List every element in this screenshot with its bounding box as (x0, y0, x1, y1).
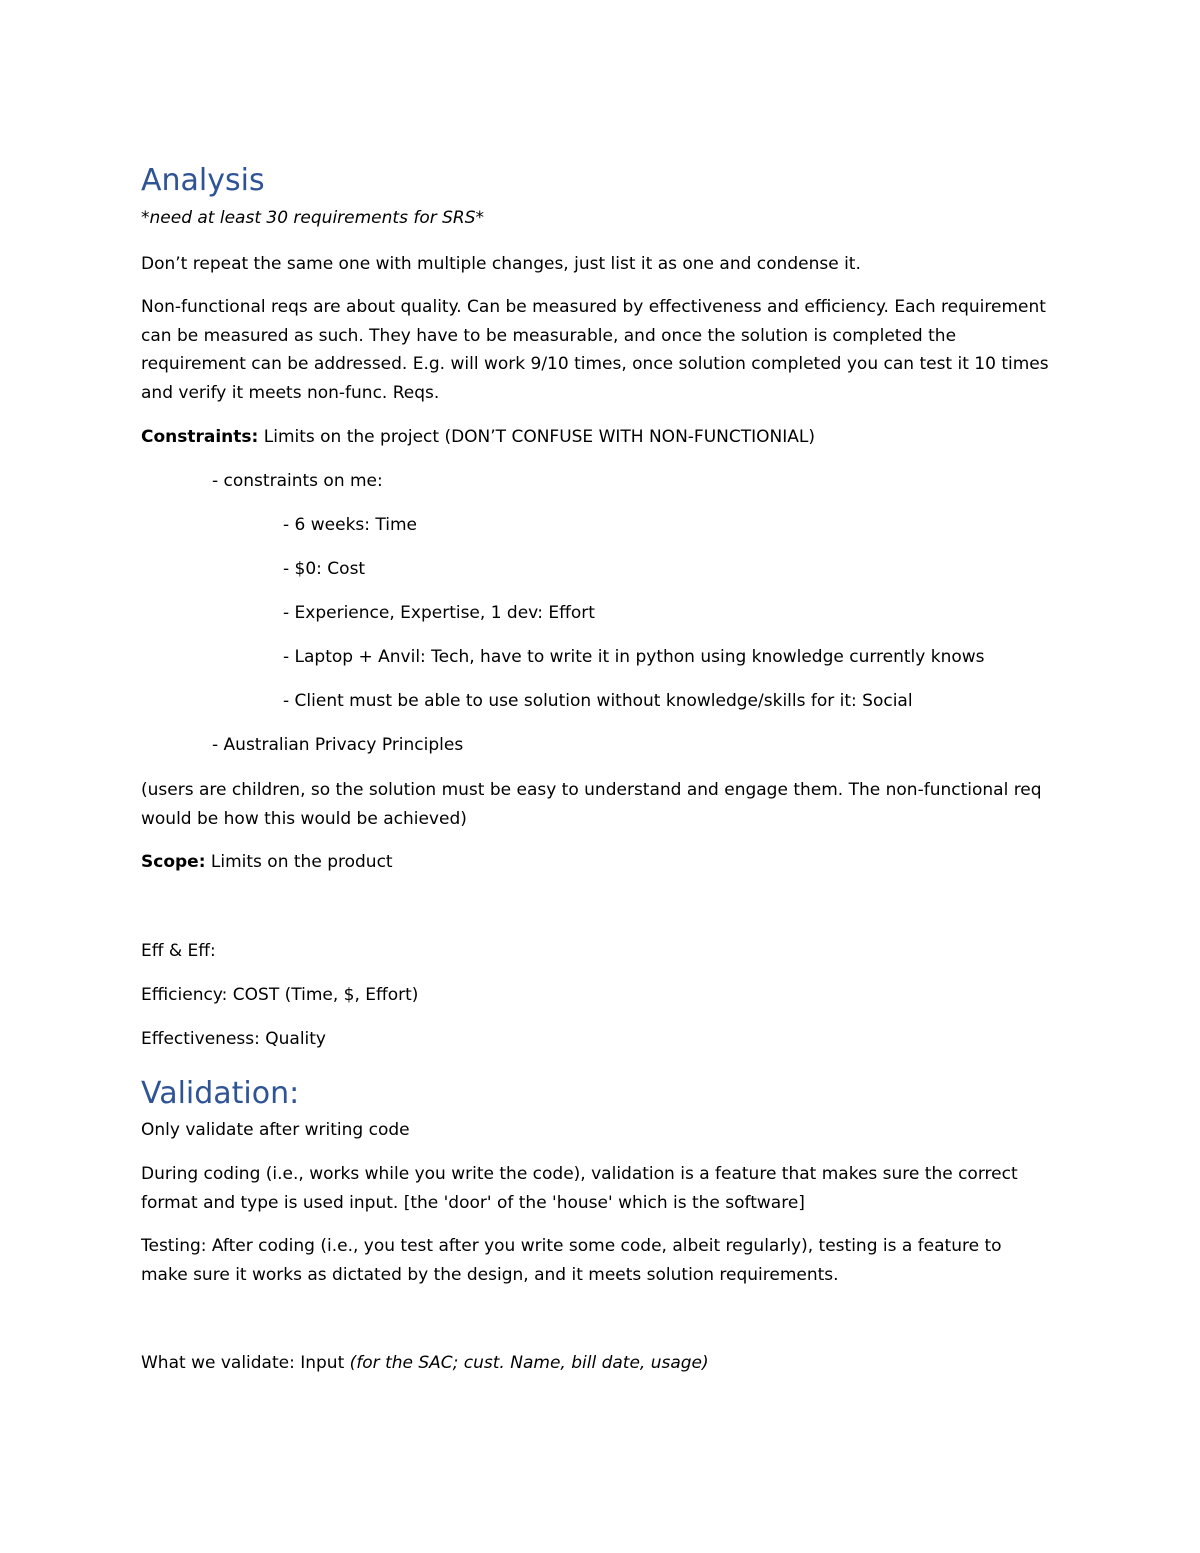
what-label: What we validate: Input (141, 1353, 350, 1373)
analysis-heading: Analysis (141, 163, 265, 198)
constraint-item-social: - Client must be able to use solution without knowledge/skills for it: Social (283, 691, 913, 711)
srs-note: *need at least 30 requirements for SRS* (141, 208, 485, 228)
constraints-text: Limits on the project (DON’T CONFUSE WITH NON-FUNCTIONIAL) (258, 427, 815, 447)
privacy-principles: - Australian Privacy Principles (212, 735, 464, 755)
users-paragraph: (users are children, so the solution must be easy to understand and engage them. The non-functional req would be how this would be achieved) (141, 780, 1042, 829)
scope-label: Scope: (141, 852, 206, 872)
effectiveness-line: Effectiveness: Quality (141, 1029, 326, 1049)
constraints-paragraph (141, 423, 1061, 452)
repeat-paragraph: Don’t repeat the same one with multiple changes, just list it as one and condense it. (141, 254, 861, 274)
during-coding-paragraph: During coding (i.e., works while you write the code), validation is a feature that makes sure the correct format and type is used input. [the 'door' of the 'house' which is the software] (141, 1164, 1018, 1213)
what-examples: (for the SAC; cust. Name, bill date, usage) (349, 1353, 709, 1373)
nonfunctional-paragraph: Non-functional reqs are about quality. Can be measured by effectiveness and efficiency. Each requirement can be measured as such. They have to be measurable, and once the solution is completed the requirement can be addressed. E.g. will work 9/10 times, once solution completed you can test it 10 times and verify it meets non-func. Reqs. (141, 297, 1049, 403)
constraints-on-me: - constraints on me: (212, 471, 383, 491)
constraints-label: Constraints: (141, 427, 259, 447)
validation-heading: Validation: (141, 1076, 300, 1111)
only-validate-line: Only validate after writing code (141, 1120, 410, 1140)
testing-paragraph: Testing: After coding (i.e., you test after you write some code, albeit regularly), testing is a feature to make sure it works as dictated by the design, and it meets solution requirements. (141, 1236, 1002, 1285)
constraint-item-time: - 6 weeks: Time (283, 515, 418, 535)
efficiency-line: Efficiency: COST (Time, $, Effort) (141, 985, 419, 1005)
what-we-validate (141, 1349, 1061, 1378)
scope-text: Limits on the product (205, 852, 393, 872)
constraint-item-effort: - Experience, Expertise, 1 dev: Effort (283, 603, 595, 623)
constraint-item-tech: - Laptop + Anvil: Tech, have to write it in python using knowledge currently knows (283, 647, 985, 667)
constraint-item-cost: - $0: Cost (283, 559, 366, 579)
scope-paragraph (141, 848, 1061, 877)
eff-title: Eff & Eff: (141, 941, 216, 961)
